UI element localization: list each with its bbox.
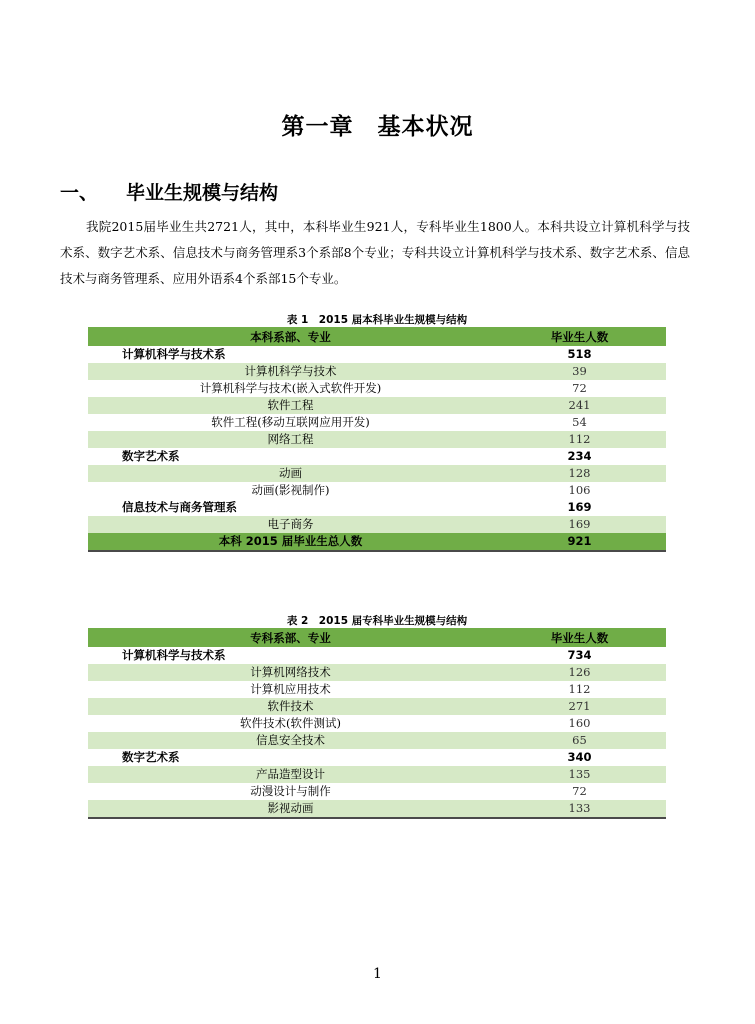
major-row — [88, 664, 666, 681]
major-row — [88, 414, 666, 431]
graduate-count: 126 — [493, 664, 666, 681]
graduate-count: 734 — [567, 648, 592, 662]
graduate-count: 271 — [493, 698, 666, 715]
dept-name: 数字艺术系 — [122, 449, 180, 463]
major-name: 计算机科学与技术(嵌入式软件开发) — [199, 381, 382, 395]
graduate-count: 106 — [568, 483, 591, 497]
graduate-count: 340 — [567, 750, 592, 764]
major-row — [88, 482, 666, 499]
graduate-count: 234 — [567, 449, 592, 463]
graduate-count: 65 — [493, 732, 666, 749]
major-name: 软件技术(软件测试) — [240, 716, 341, 730]
graduate-count: 112 — [493, 431, 666, 448]
major-name: 软件工程(移动互联网应用开发) — [211, 415, 370, 429]
page-number: 1 — [373, 966, 382, 982]
major-name: 动漫设计与制作 — [250, 784, 331, 798]
major-row — [88, 783, 666, 800]
graduate-count: 169 — [567, 500, 592, 514]
major-row — [88, 681, 666, 698]
graduate-count: 241 — [493, 397, 666, 414]
graduate-count: 112 — [568, 682, 591, 696]
dept-row — [88, 346, 666, 363]
graduate-count: 72 — [572, 381, 587, 395]
major-name: 计算机应用技术 — [250, 682, 331, 696]
major-name: 动画(影视制作) — [251, 483, 330, 497]
major-name: 软件技术 — [88, 698, 493, 715]
major-row — [88, 732, 666, 749]
dept-name: 数字艺术系 — [122, 750, 180, 764]
major-name: 网络工程 — [88, 431, 493, 448]
table2-caption: 表 2 2015 届专科毕业生规模与结构 — [286, 615, 468, 627]
section-number: 一、 — [60, 182, 99, 204]
table2 — [88, 628, 666, 819]
total-count: 921 — [493, 533, 666, 551]
table1 — [88, 327, 666, 552]
dept-row — [88, 448, 666, 465]
dept-row — [88, 647, 666, 664]
major-name: 影视动画 — [88, 800, 493, 818]
major-row — [88, 363, 666, 380]
major-name: 信息安全技术 — [88, 732, 493, 749]
major-name: 动画 — [88, 465, 493, 482]
major-row — [88, 516, 666, 533]
major-name: 产品造型设计 — [88, 766, 493, 783]
major-row — [88, 431, 666, 448]
major-name: 计算机科学与技术 — [88, 363, 493, 380]
dept-row — [88, 749, 666, 766]
major-row — [88, 766, 666, 783]
graduate-count: 169 — [493, 516, 666, 533]
major-name: 软件工程 — [88, 397, 493, 414]
section-heading — [60, 178, 278, 205]
total-row — [88, 533, 666, 551]
table1-caption: 表 1 2015 届本科毕业生规模与结构 — [286, 314, 468, 326]
section-title: 毕业生规模与结构 — [126, 182, 279, 204]
graduate-count: 54 — [572, 415, 587, 429]
major-row — [88, 397, 666, 414]
dept-row — [88, 499, 666, 516]
graduate-count: 72 — [572, 784, 587, 798]
major-name: 计算机网络技术 — [88, 664, 493, 681]
major-name: 电子商务 — [88, 516, 493, 533]
major-row — [88, 380, 666, 397]
graduate-count: 160 — [568, 716, 591, 730]
intro-paragraph: 我院2015届毕业生共2721人，其中，本科毕业生921人，专科毕业生1800人。本科共设立计算机科学与技术系、数字艺术系、信息技术与商务管理系3个系部8个专业；专科共设立计算机科学与技术系、数字艺术系、信息技术与商务管理系、应用外语系4个系部15个专业。 — [60, 219, 690, 286]
table1-header-name: 本科系部、专业 — [88, 328, 493, 346]
dept-name: 计算机科学与技术系 — [122, 648, 226, 662]
table1-header-count: 毕业生人数 — [493, 328, 666, 346]
major-row — [88, 715, 666, 732]
major-row — [88, 698, 666, 715]
graduate-count: 39 — [493, 363, 666, 380]
graduate-count: 135 — [493, 766, 666, 783]
table1-header-row — [88, 328, 666, 346]
chapter-title: 第一章 基本状况 — [281, 114, 474, 140]
table2-header-name: 专科系部、专业 — [88, 629, 493, 647]
graduate-count: 128 — [493, 465, 666, 482]
total-label: 本科 2015 届毕业生总人数 — [88, 533, 493, 551]
dept-name: 计算机科学与技术系 — [122, 347, 226, 361]
major-row — [88, 465, 666, 482]
graduate-count: 518 — [567, 347, 592, 361]
major-row — [88, 800, 666, 818]
table2-header-count: 毕业生人数 — [493, 629, 666, 647]
graduate-count: 133 — [493, 800, 666, 818]
dept-name: 信息技术与商务管理系 — [122, 500, 237, 514]
table2-header-row — [88, 629, 666, 647]
